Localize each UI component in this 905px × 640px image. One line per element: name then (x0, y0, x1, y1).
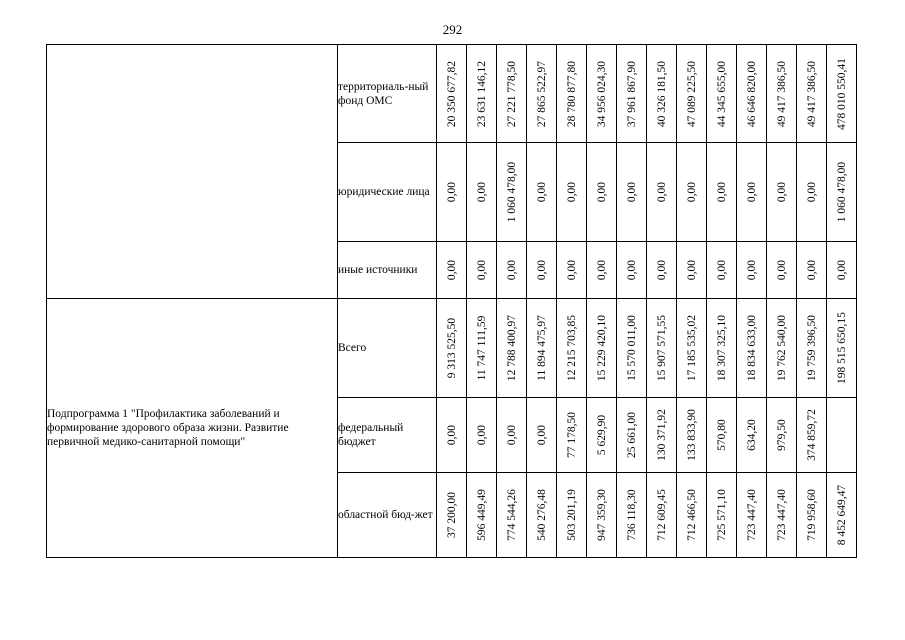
value-cell: 0,00 (797, 143, 827, 242)
value-cell: 774 544,26 (497, 473, 527, 558)
value-cell: 0,00 (587, 242, 617, 299)
value-cell: 17 185 535,02 (677, 299, 707, 398)
value-cell: 49 417 386,50 (767, 45, 797, 143)
value-cell: 596 449,49 (467, 473, 497, 558)
value-cell: 0,00 (737, 242, 767, 299)
value-cell: 77 178,50 (557, 398, 587, 473)
value-cell: 27 865 522,97 (527, 45, 557, 143)
value-cell: 8 452 649,47 (827, 473, 857, 558)
value-cell: 374 859,72 (797, 398, 827, 473)
value-cell: 37 200,00 (437, 473, 467, 558)
value-cell: 27 221 778,50 (497, 45, 527, 143)
value-cell: 0,00 (707, 242, 737, 299)
value-cell: 0,00 (557, 143, 587, 242)
value-cell: 0,00 (797, 242, 827, 299)
value-cell: 23 631 146,12 (467, 45, 497, 143)
value-cell: 130 371,92 (647, 398, 677, 473)
value-cell: 0,00 (827, 242, 857, 299)
value-cell: 46 646 820,00 (737, 45, 767, 143)
value-cell: 979,50 (767, 398, 797, 473)
value-cell: 19 759 396,50 (797, 299, 827, 398)
value-cell: 47 089 225,50 (677, 45, 707, 143)
value-cell: 0,00 (557, 242, 587, 299)
value-cell: 0,00 (467, 242, 497, 299)
value-cell: 0,00 (527, 398, 557, 473)
value-cell: 0,00 (437, 398, 467, 473)
value-cell: 28 780 877,80 (557, 45, 587, 143)
value-cell: 44 345 655,00 (707, 45, 737, 143)
value-cell: 0,00 (437, 242, 467, 299)
value-cell: 15 229 420,10 (587, 299, 617, 398)
value-cell: 18 307 325,10 (707, 299, 737, 398)
value-cell: 19 762 540,00 (767, 299, 797, 398)
value-cell: 0,00 (677, 242, 707, 299)
value-cell: 0,00 (437, 143, 467, 242)
source-cell: федеральный бюджет (338, 398, 437, 473)
value-cell: 0,00 (527, 242, 557, 299)
table-row (47, 45, 857, 143)
value-cell: 5 629,90 (587, 398, 617, 473)
value-cell: 540 276,48 (527, 473, 557, 558)
value-cell: 0,00 (467, 398, 497, 473)
value-cell: 12 215 703,85 (557, 299, 587, 398)
value-cell: 12 788 400,97 (497, 299, 527, 398)
value-cell: 0,00 (677, 143, 707, 242)
value-cell: 712 466,50 (677, 473, 707, 558)
source-cell: юридические лица (338, 143, 437, 242)
value-cell: 133 833,90 (677, 398, 707, 473)
value-cell: 11 747 111,59 (467, 299, 497, 398)
value-cell: 0,00 (587, 143, 617, 242)
value-cell: 736 118,30 (617, 473, 647, 558)
value-cell (827, 398, 857, 473)
value-cell: 0,00 (497, 242, 527, 299)
value-cell: 0,00 (767, 242, 797, 299)
value-cell: 49 417 386,50 (797, 45, 827, 143)
value-cell: 503 201,19 (557, 473, 587, 558)
value-cell: 15 570 011,00 (617, 299, 647, 398)
value-cell: 198 515 650,15 (827, 299, 857, 398)
value-cell: 723 447,40 (767, 473, 797, 558)
value-cell: 0,00 (617, 143, 647, 242)
value-cell: 723 447,40 (737, 473, 767, 558)
table-row (47, 299, 857, 398)
value-cell: 0,00 (647, 242, 677, 299)
source-cell: территориаль-ный фонд ОМС (338, 45, 437, 143)
value-cell: 0,00 (527, 143, 557, 242)
source-cell: областной бюд-жет (338, 473, 437, 558)
value-cell: 0,00 (767, 143, 797, 242)
value-cell: 34 956 024,30 (587, 45, 617, 143)
source-cell: иные источники (338, 242, 437, 299)
value-cell: 9 313 525,50 (437, 299, 467, 398)
value-cell: 15 907 571,55 (647, 299, 677, 398)
value-cell: 719 958,60 (797, 473, 827, 558)
value-cell: 570,80 (707, 398, 737, 473)
value-cell: 0,00 (707, 143, 737, 242)
source-cell: Всего (338, 299, 437, 398)
value-cell: 20 350 677,82 (437, 45, 467, 143)
value-cell: 0,00 (467, 143, 497, 242)
value-cell: 478 010 550,41 (827, 45, 857, 143)
value-cell: 1 060 478,00 (827, 143, 857, 242)
value-cell: 725 571,10 (707, 473, 737, 558)
value-cell: 0,00 (737, 143, 767, 242)
program-name: Подпрограмма 1 "Профилактика заболеваний и формирование здорового образа жизни. Развитие первичной медико-санитарной помощи" (47, 299, 338, 558)
value-cell: 37 961 867,90 (617, 45, 647, 143)
value-cell: 0,00 (647, 143, 677, 242)
page-number: 292 (442, 22, 463, 37)
program-cell-empty (47, 45, 338, 299)
value-cell: 25 661,00 (617, 398, 647, 473)
value-cell: 634,20 (737, 398, 767, 473)
value-cell: 11 894 475,97 (527, 299, 557, 398)
value-cell: 712 609,45 (647, 473, 677, 558)
value-cell: 40 326 181,50 (647, 45, 677, 143)
value-cell: 0,00 (497, 398, 527, 473)
value-cell: 18 834 633,00 (737, 299, 767, 398)
value-cell: 0,00 (617, 242, 647, 299)
budget-table (46, 44, 857, 558)
value-cell: 1 060 478,00 (497, 143, 527, 242)
value-cell: 947 359,30 (587, 473, 617, 558)
